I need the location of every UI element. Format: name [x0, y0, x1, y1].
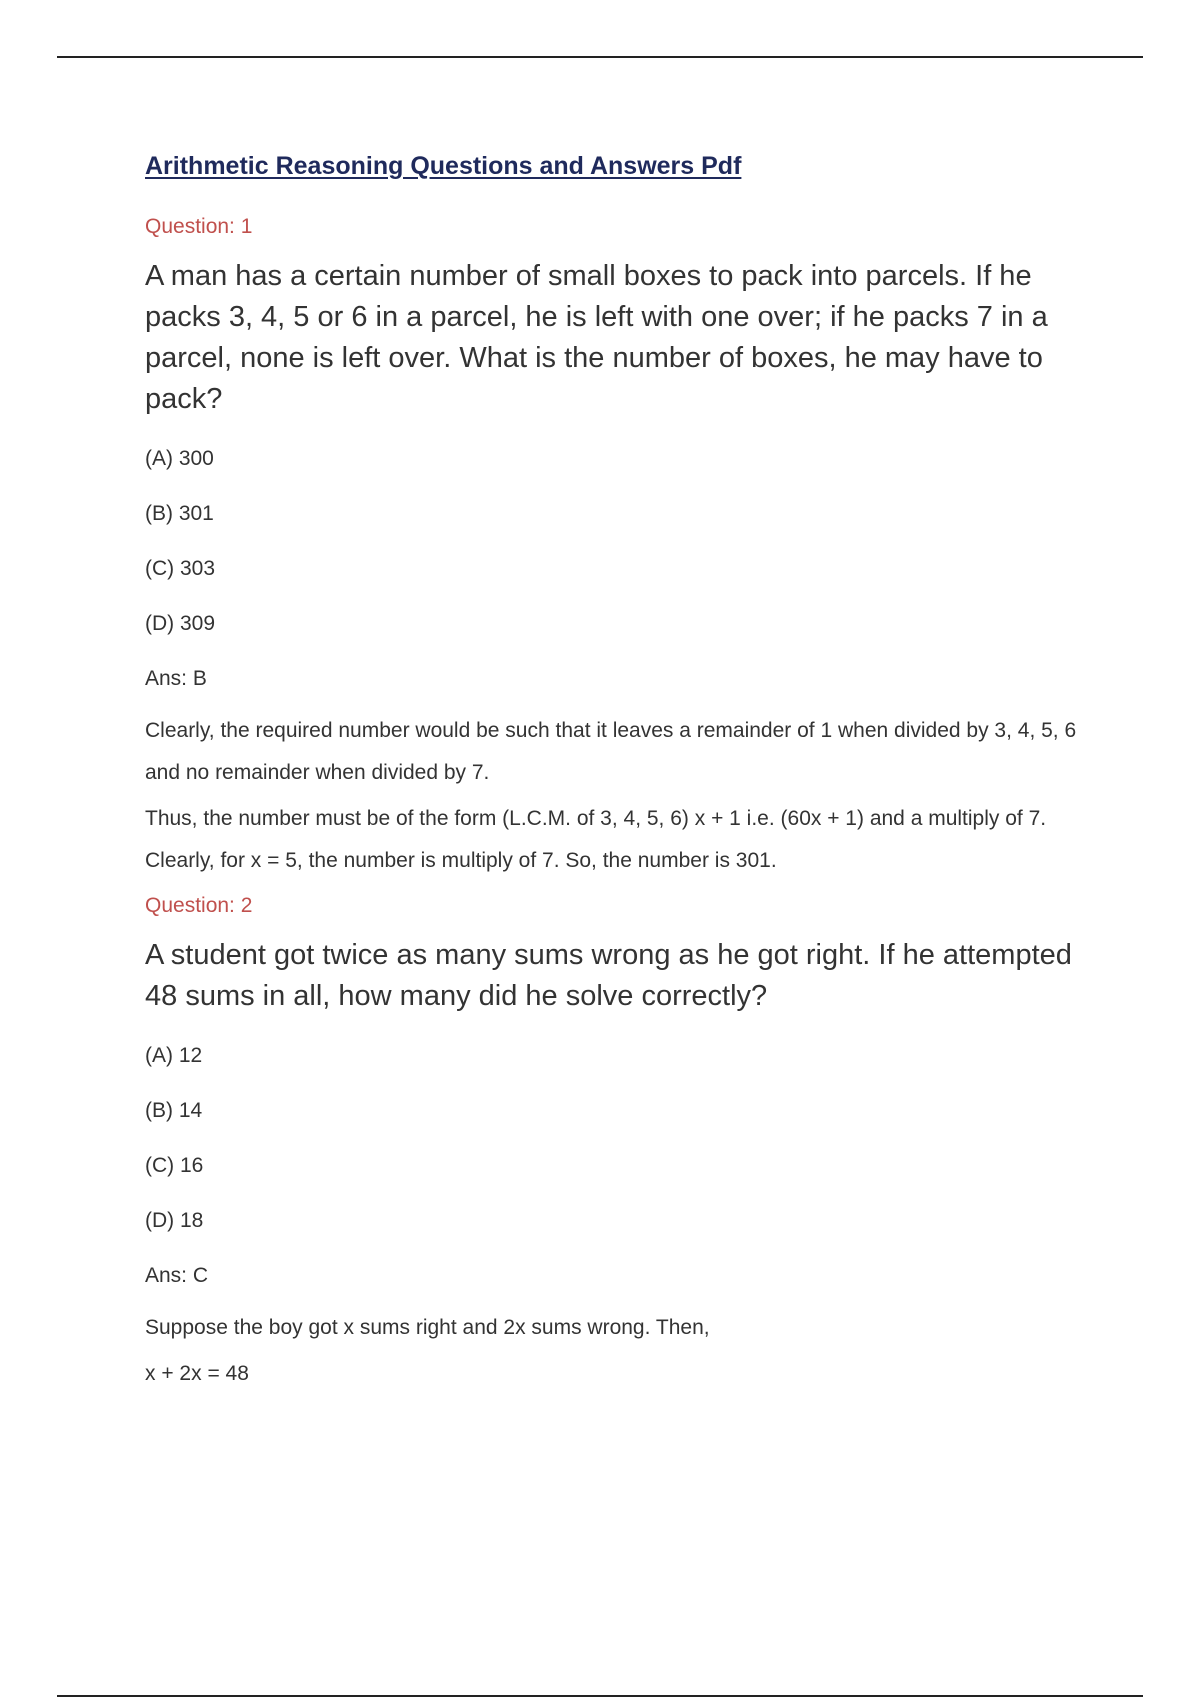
bottom-rule — [57, 1695, 1143, 1697]
option-c: (C) 303 — [145, 556, 216, 580]
explanation-paragraph: Suppose the boy got x sums right and 2x sums wrong. Then, — [145, 1316, 710, 1340]
answer-text: Ans: B — [145, 666, 207, 690]
answer-text: Ans: C — [145, 1264, 209, 1288]
explanation-paragraph: Clearly, the required number would be such that it leaves a remainder of 1 when divided by 3, 4, 5, 6 and no remainder when divided by 7. — [145, 718, 1077, 784]
question-text: A student got twice as many sums wrong as he got right. If he attempted 48 sums in all, how many did he solve correctly? — [145, 939, 1072, 1013]
option-d: (D) 18 — [145, 1209, 204, 1233]
explanation-equation: x + 2x = 48 — [145, 1362, 249, 1386]
option-b: (B) 14 — [145, 1099, 203, 1123]
question-block-2 — [145, 892, 1105, 1395]
question-label: Question: 1 — [145, 214, 253, 238]
document-title: Arithmetic Reasoning Questions and Answers Pdf — [145, 152, 742, 180]
option-a: (A) 12 — [145, 1044, 203, 1068]
document-body — [145, 150, 1105, 1405]
question-text: A man has a certain number of small boxes to pack into parcels. If he packs 3, 4, 5 or 6 in a parcel, he is left with one over; if he packs 7 in a parcel, none is left over. What is the number of boxes, he may have to pack? — [145, 259, 1048, 415]
question-block-1 — [145, 213, 1105, 882]
option-d: (D) 309 — [145, 611, 216, 635]
option-c: (C) 16 — [145, 1154, 204, 1178]
option-b: (B) 301 — [145, 501, 214, 525]
explanation-paragraph: Thus, the number must be of the form (L.C.M. of 3, 4, 5, 6) x + 1 i.e. (60x + 1) and a multiply of 7. Clearly, for x = 5, the number is multiply of 7. So, the number is 301. — [145, 806, 1047, 872]
top-rule — [57, 56, 1143, 58]
question-label: Question: 2 — [145, 893, 253, 917]
option-a: (A) 300 — [145, 446, 214, 470]
